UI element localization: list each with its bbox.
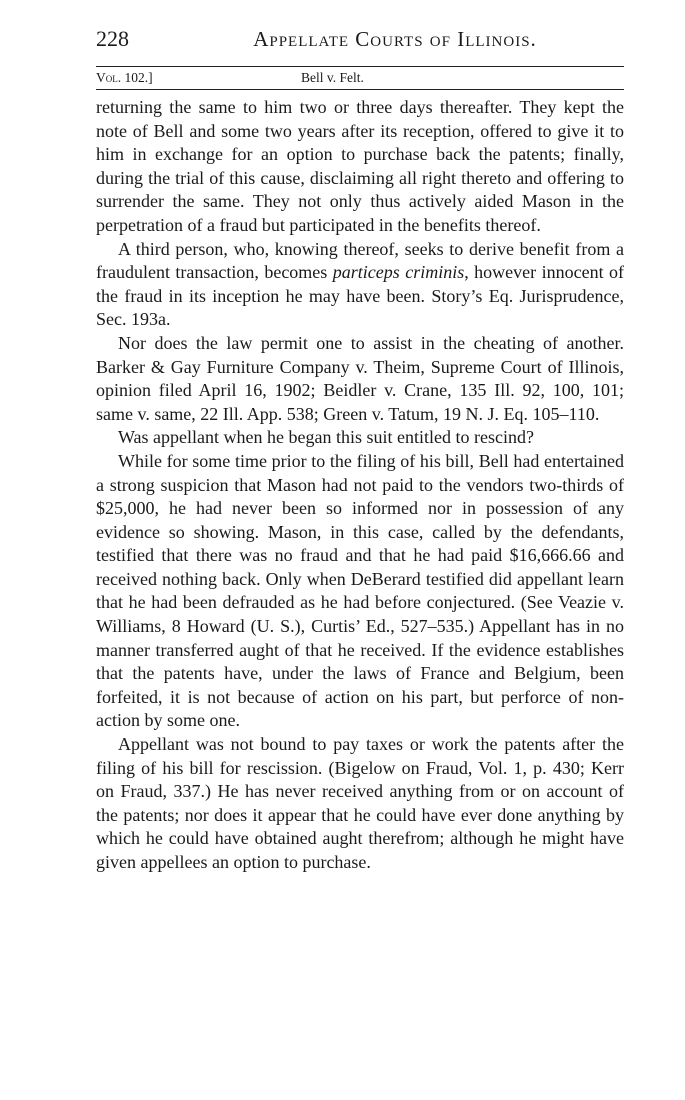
paragraph [96,96,624,238]
paragraph [96,733,624,875]
text-run: A third person, who, knowing thereof, seeks to derive benefit from a fraudulent transaction, becomes [96,238,624,283]
volume-label: Vol. 102.] [96,70,153,85]
text-run: While for some time prior to the filing of his bill, Bell had entertained a strong suspicion that Mason had not paid to the vendors two-thirds of $25,000, he had never been so informed nor in possession of any evidence so showing. Mason, in this case, called by the defendants, testified that there was no fraud and that he had paid $16,666.66 and received nothing back. Only when DeBerard testified did appellant learn that he had been defrauded as he had before conjectured. (See Veazie v. Williams, 8 Howard (U. S.), Curtis’ Ed., 527–535.) Appellant has in no manner transferred aught of that he received. If the evidence establishes that the patents have, under the laws of France and Belgium, been forfeited, it is not because of action on his part, but perforce of non-action by some one. [96,450,624,731]
body-text [96,96,624,875]
header-rule-bottom [96,89,624,90]
latin-term: particeps criminis [332,262,465,283]
text-run: returning the same to him two or three days thereafter. They kept the note of Bell and some two years after its reception, offered to give it to him in exchange for an option to purchase back the patents; finally, during the trial of this cause, disclaiming all right thereto and offering to surrender the same. They not only thus actively aided Mason in the perpetration of a fraud but participated in the benefits thereof. [96,97,624,235]
paragraph [96,426,624,450]
case-name: Bell v. Felt. [301,70,364,85]
paragraph [96,238,624,332]
text-run: Appellant was not bound to pay taxes or work the patents after the filing of his bill for rescission. (Bigelow on Fraud, Vol. 1, p. 430; Kerr on Fraud, 337.) He has never received anything from or on account of the patents; nor does it appear that he could have ever done anything by which he could have obtained aught therefrom; although he might have given appellees an option to purchase. [96,734,624,872]
text-run: Was appellant when he began this suit entitled to rescind? [118,427,534,448]
text-run: , however innocent of the fraud in its inception he may have been. Story’s Eq. Jurisprudence, Sec. 193a. [96,262,625,330]
subheader [96,67,624,89]
running-head [96,26,624,62]
text-run: Nor does the law permit one to assist in the cheating of another. Barker & Gay Furniture Company v. Theim, Supreme Court of Illinois, opinion filed April 16, 1902; Beidler v. Crane, 135 Ill. 92, 100, 101; same v. same, 22 Ill. App. 538; Green v. Tatum, 19 N. J. Eq. 105–110. [96,332,624,424]
journal-title: Appellate Courts of Illinois. [253,27,537,51]
page-number: 228 [96,26,129,51]
paragraph [96,450,624,733]
paragraph [96,332,624,426]
page [96,26,624,875]
